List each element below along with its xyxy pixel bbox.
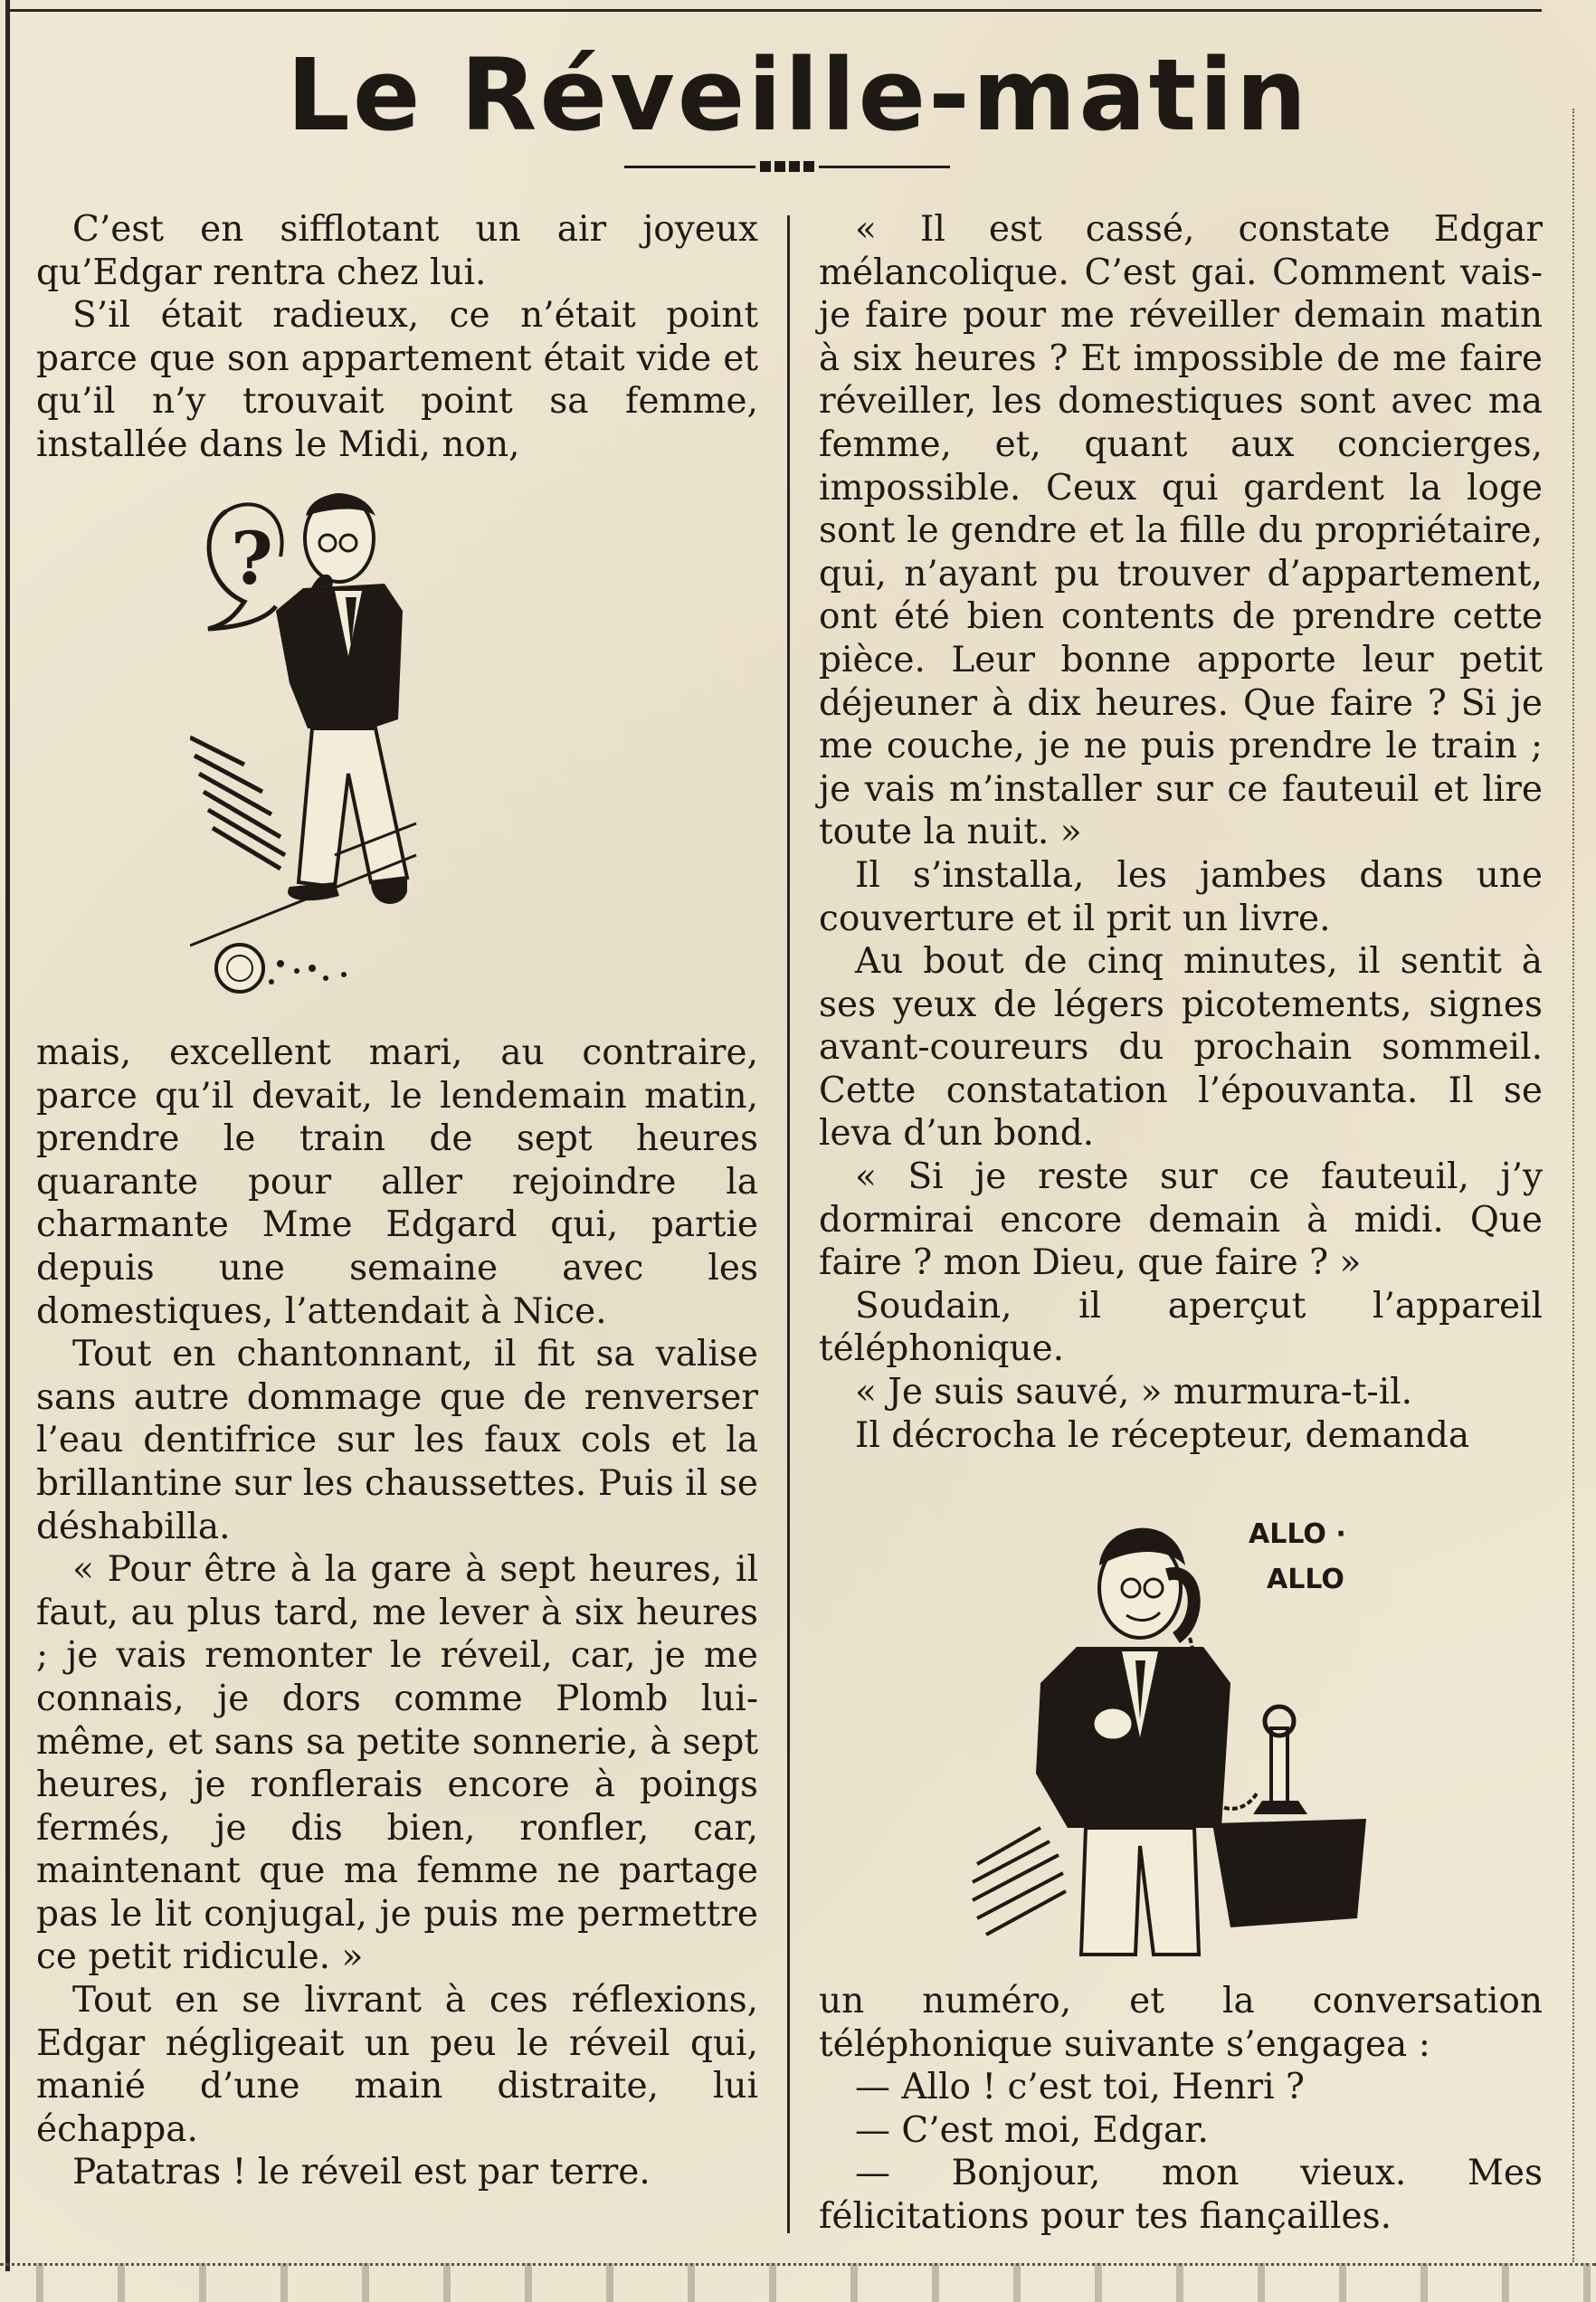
dialog-line: — C’est moi, Edgar. xyxy=(855,2109,1209,2151)
paragraph: « Il est cassé, constate Edgar mélancolique. C’est gai. Comment vais-je faire pour me réveiller demain matin à six heures ? Et impossible de me faire réveiller, les domestiques sont avec ma femme, et, quant aux concierges, impossible. Ceux qui gardent la loge sont le gendre et la fille du propriétaire, qui, n’ayant pu trouver d’appartement, ont été bien contents de prendre cette pièce. Leur bonne apporte leur petit déjeuner à dix heures. Que faire ? Si je me couche, je ne puis prendre le train ; je vais m’installer sur ce fauteuil et lire toute la nuit. » xyxy=(819,209,1543,853)
right-column-bottom xyxy=(819,1980,1543,2239)
paragraph: « Pour être à la gare à sept heures, il faut, au plus tard, me lever à six heures ; je vais remonter le réveil, car, je me connais, je dors comme Plomb lui-même, et sans sa petite sonnerie, à sept heures, je ronflerais encore à poings fermés, je dis bien, ronfler, car, maintenant que ma femme ne partage pas le lit conjugal, je puis me permettre ce petit ridicule. » xyxy=(36,1549,758,1978)
paragraph: « Si je reste sur ce fauteuil, j’y dormirai encore demain à midi. Que faire ? mon Dieu, que faire ? » xyxy=(819,1156,1543,1284)
paragraph: C’est en sifflotant un air joyeux qu’Edgar rentra chez lui. xyxy=(36,209,758,293)
illustration-man-telephone xyxy=(959,1502,1393,1968)
paragraph: Il s’installa, les jambes dans une couverture et il prit un livre. xyxy=(819,854,1543,939)
column-divider xyxy=(787,215,790,2233)
paragraph: mais, excellent mari, au contraire, parce qu’il devait, le lendemain matin, prendre le train de sept heures quarante pour aller rejoindre la charmante Mme Edgard qui, partie depuis une semaine avec les domestiques, l’attendait à Nice. xyxy=(36,1032,758,1332)
bottom-ornamental-border xyxy=(0,2263,1596,2302)
paragraph: un numéro, et la conversation téléphonique suivante s’engagea : xyxy=(819,1981,1543,2065)
paragraph: Soudain, il aperçut l’appareil téléphonique. xyxy=(819,1285,1543,1370)
paragraph: Il décrocha le récepteur, demanda xyxy=(855,1414,1470,1456)
left-rule xyxy=(5,0,10,2271)
paragraph: Au bout de cinq minutes, il sentit à ses yeux de légers picotements, signes avant-coureurs du prochain sommeil. Cette constatation l’épouvanta. Il se leva d’un bond. xyxy=(819,941,1543,1155)
left-column-bottom xyxy=(36,1032,758,2194)
paragraph: S’il était radieux, ce n’était point parce que son appartement était vide et qu’il n’y trouvait point sa femme, installée dans le Midi, non, xyxy=(36,295,758,465)
dialog-line: — Bonjour, mon vieux. Mes félicitations pour tes fiançailles. xyxy=(819,2153,1543,2237)
paragraph: Tout en chantonnant, il fit sa valise sans autre dommage que de renverser l’eau dentifrice sur les faux cols et la brillantine sur les chaussettes. Puis il se déshabilla. xyxy=(36,1334,758,1547)
article-title: Le Réveille-matin xyxy=(286,37,1310,153)
title-ornament xyxy=(624,161,950,172)
top-rule xyxy=(9,9,1542,12)
bubble-question-mark: ? xyxy=(231,516,273,601)
illustration-man-broken-clock xyxy=(190,475,597,1018)
left-column-top xyxy=(36,208,758,467)
right-ornamental-border xyxy=(1572,109,1596,2262)
paragraph: « Je suis sauvé, » murmura-t-il. xyxy=(855,1372,1413,1413)
dialog-line: — Allo ! c’est toi, Henri ? xyxy=(855,2067,1305,2108)
paragraph: Tout en se livrant à ces réflexions, Edgar négligeait un peu le réveil qui, manié d’une main distraite, lui échappa. xyxy=(36,1980,758,2150)
speech-allo-2: ALLO xyxy=(1267,1564,1344,1595)
speech-allo-1: ALLO · xyxy=(1249,1518,1346,1550)
paragraph: Patatras ! le réveil est par terre. xyxy=(72,2152,651,2193)
right-column-top xyxy=(819,208,1543,1457)
